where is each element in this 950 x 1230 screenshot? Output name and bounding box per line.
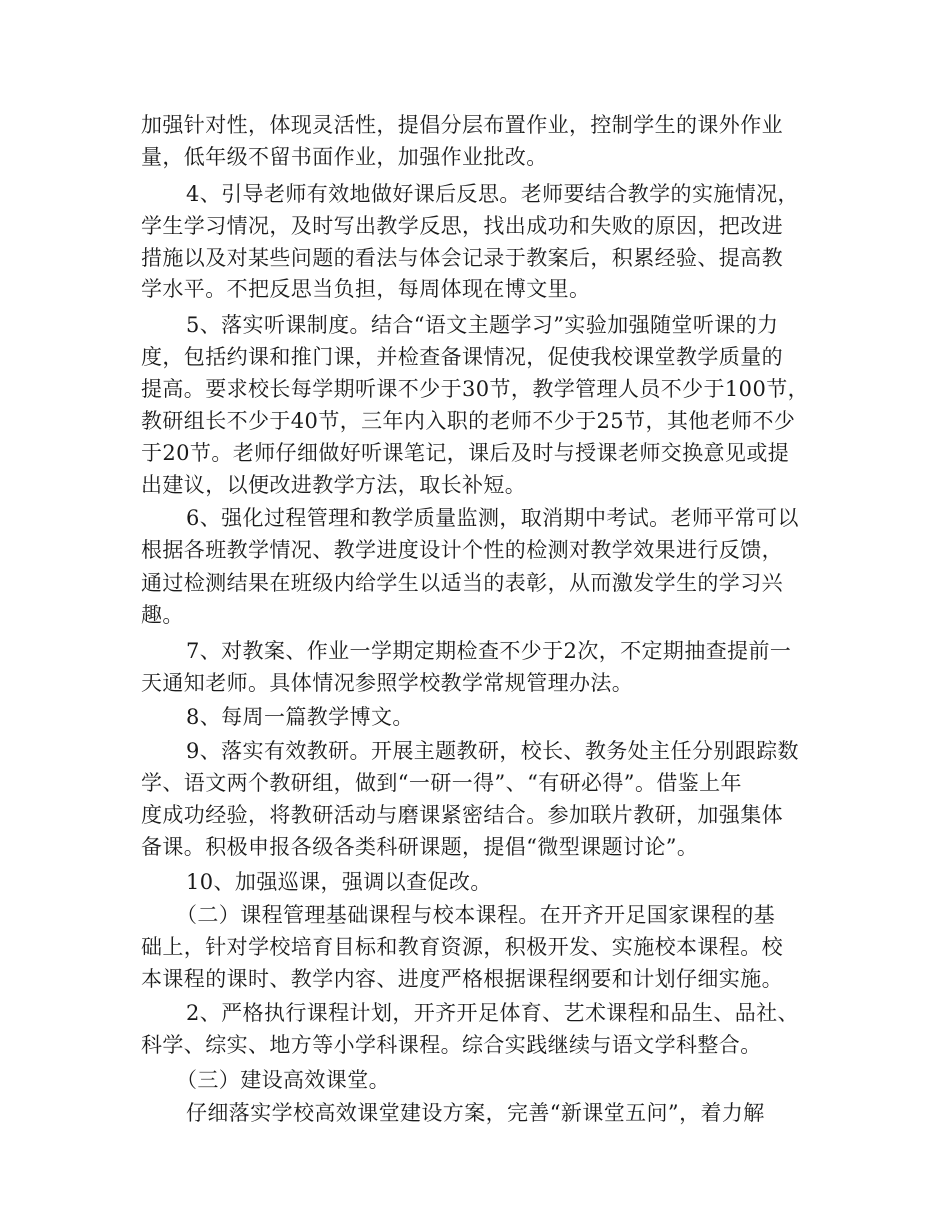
text-line: 根据各班教学情况、教学进度设计个性的检测对教学效果进行反馈， — [141, 538, 783, 562]
text-line: 量，低年级不留书面作业，加强作业批改。 — [141, 145, 548, 169]
text-line: 趣。 — [141, 603, 184, 627]
paragraph-start: 7、对教案、作业一学期定期检查不少于2次，不定期抽查提前一 — [186, 639, 792, 663]
text-line: 通过检测结果在班级内给学生以适当的表彰，从而激发学生的学习兴 — [141, 571, 783, 595]
section-heading: （三）建设高效课堂。 — [176, 1068, 390, 1092]
paragraph-start: 4、引导老师有效地做好课后反思。老师要结合教学的实施情况， — [186, 182, 799, 206]
paragraph-start: 2、严格执行课程计划，开齐开足体育、艺术课程和品生、品社、 — [186, 1001, 799, 1025]
paragraph-start: 10、加强巡课，强调以查促改。 — [186, 870, 492, 894]
section-heading: （二）课程管理基础课程与校本课程。在开齐开足国家课程的基 — [176, 903, 776, 927]
paragraph-start: 9、落实有效教研。开展主题教研，校长、教务处主任分别跟踪数 — [186, 739, 799, 763]
text-line: 于20节。老师仔细做好听课笔记，课后及时与授课老师交换意见或提 — [141, 441, 790, 465]
text-line: 础上，针对学校培育目标和教育资源，积极开发、实施校本课程。校 — [141, 935, 783, 959]
text-line: 学水平。不把反思当负担，每周体现在博文里。 — [141, 277, 591, 301]
text-line: 备课。积极申报各级各类科研课题，提倡“微型课题讨论”。 — [141, 835, 699, 859]
text-line: 出建议，以便改进教学方法，取长补短。 — [141, 473, 527, 497]
paragraph-start: 5、落实听课制度。结合“语文主题学习”实验加强随堂听课的力 — [186, 313, 779, 337]
text-line: 提高。要求校长每学期听课不少于30节，教学管理人员不少于100节， — [141, 377, 810, 401]
text-line: 措施以及对某些问题的看法与体会记录于教案后，积累经验、提高教 — [141, 246, 783, 270]
text-line: 本课程的课时、教学内容、进度严格根据课程纲要和计划仔细实施。 — [141, 967, 783, 991]
paragraph-start: 仔细落实学校高效课堂建设方案，完善“新课堂五问”，着力解 — [186, 1101, 765, 1125]
text-line: 度成功经验，将教研活动与磨课紧密结合。参加联片教研，加强集体 — [141, 803, 783, 827]
text-line: 科学、综实、地方等小学科课程。综合实践继续与语文学科整合。 — [141, 1033, 762, 1057]
paragraph-start: 6、强化过程管理和教学质量监测，取消期中考试。老师平常可以 — [186, 506, 799, 530]
text-line: 天通知老师。具体情况参照学校教学常规管理办法。 — [141, 671, 634, 695]
text-line: 度，包括约课和推门课，并检查备课情况，促使我校课堂教学质量的 — [141, 345, 783, 369]
text-line: 学、语文两个教研组，做到“一研一得”、“有研必得”。借鉴上年 — [141, 771, 742, 795]
paragraph-start: 8、每周一篇教学博文。 — [186, 705, 414, 729]
text-line: 教研组长不少于40节，三年内入职的老师不少于25节，其他老师不少 — [141, 409, 796, 433]
text-line: 学生学习情况，及时写出教学反思，找出成功和失败的原因，把改进 — [141, 214, 783, 238]
text-line: 加强针对性，体现灵活性，提倡分层布置作业，控制学生的课外作业 — [141, 113, 783, 137]
